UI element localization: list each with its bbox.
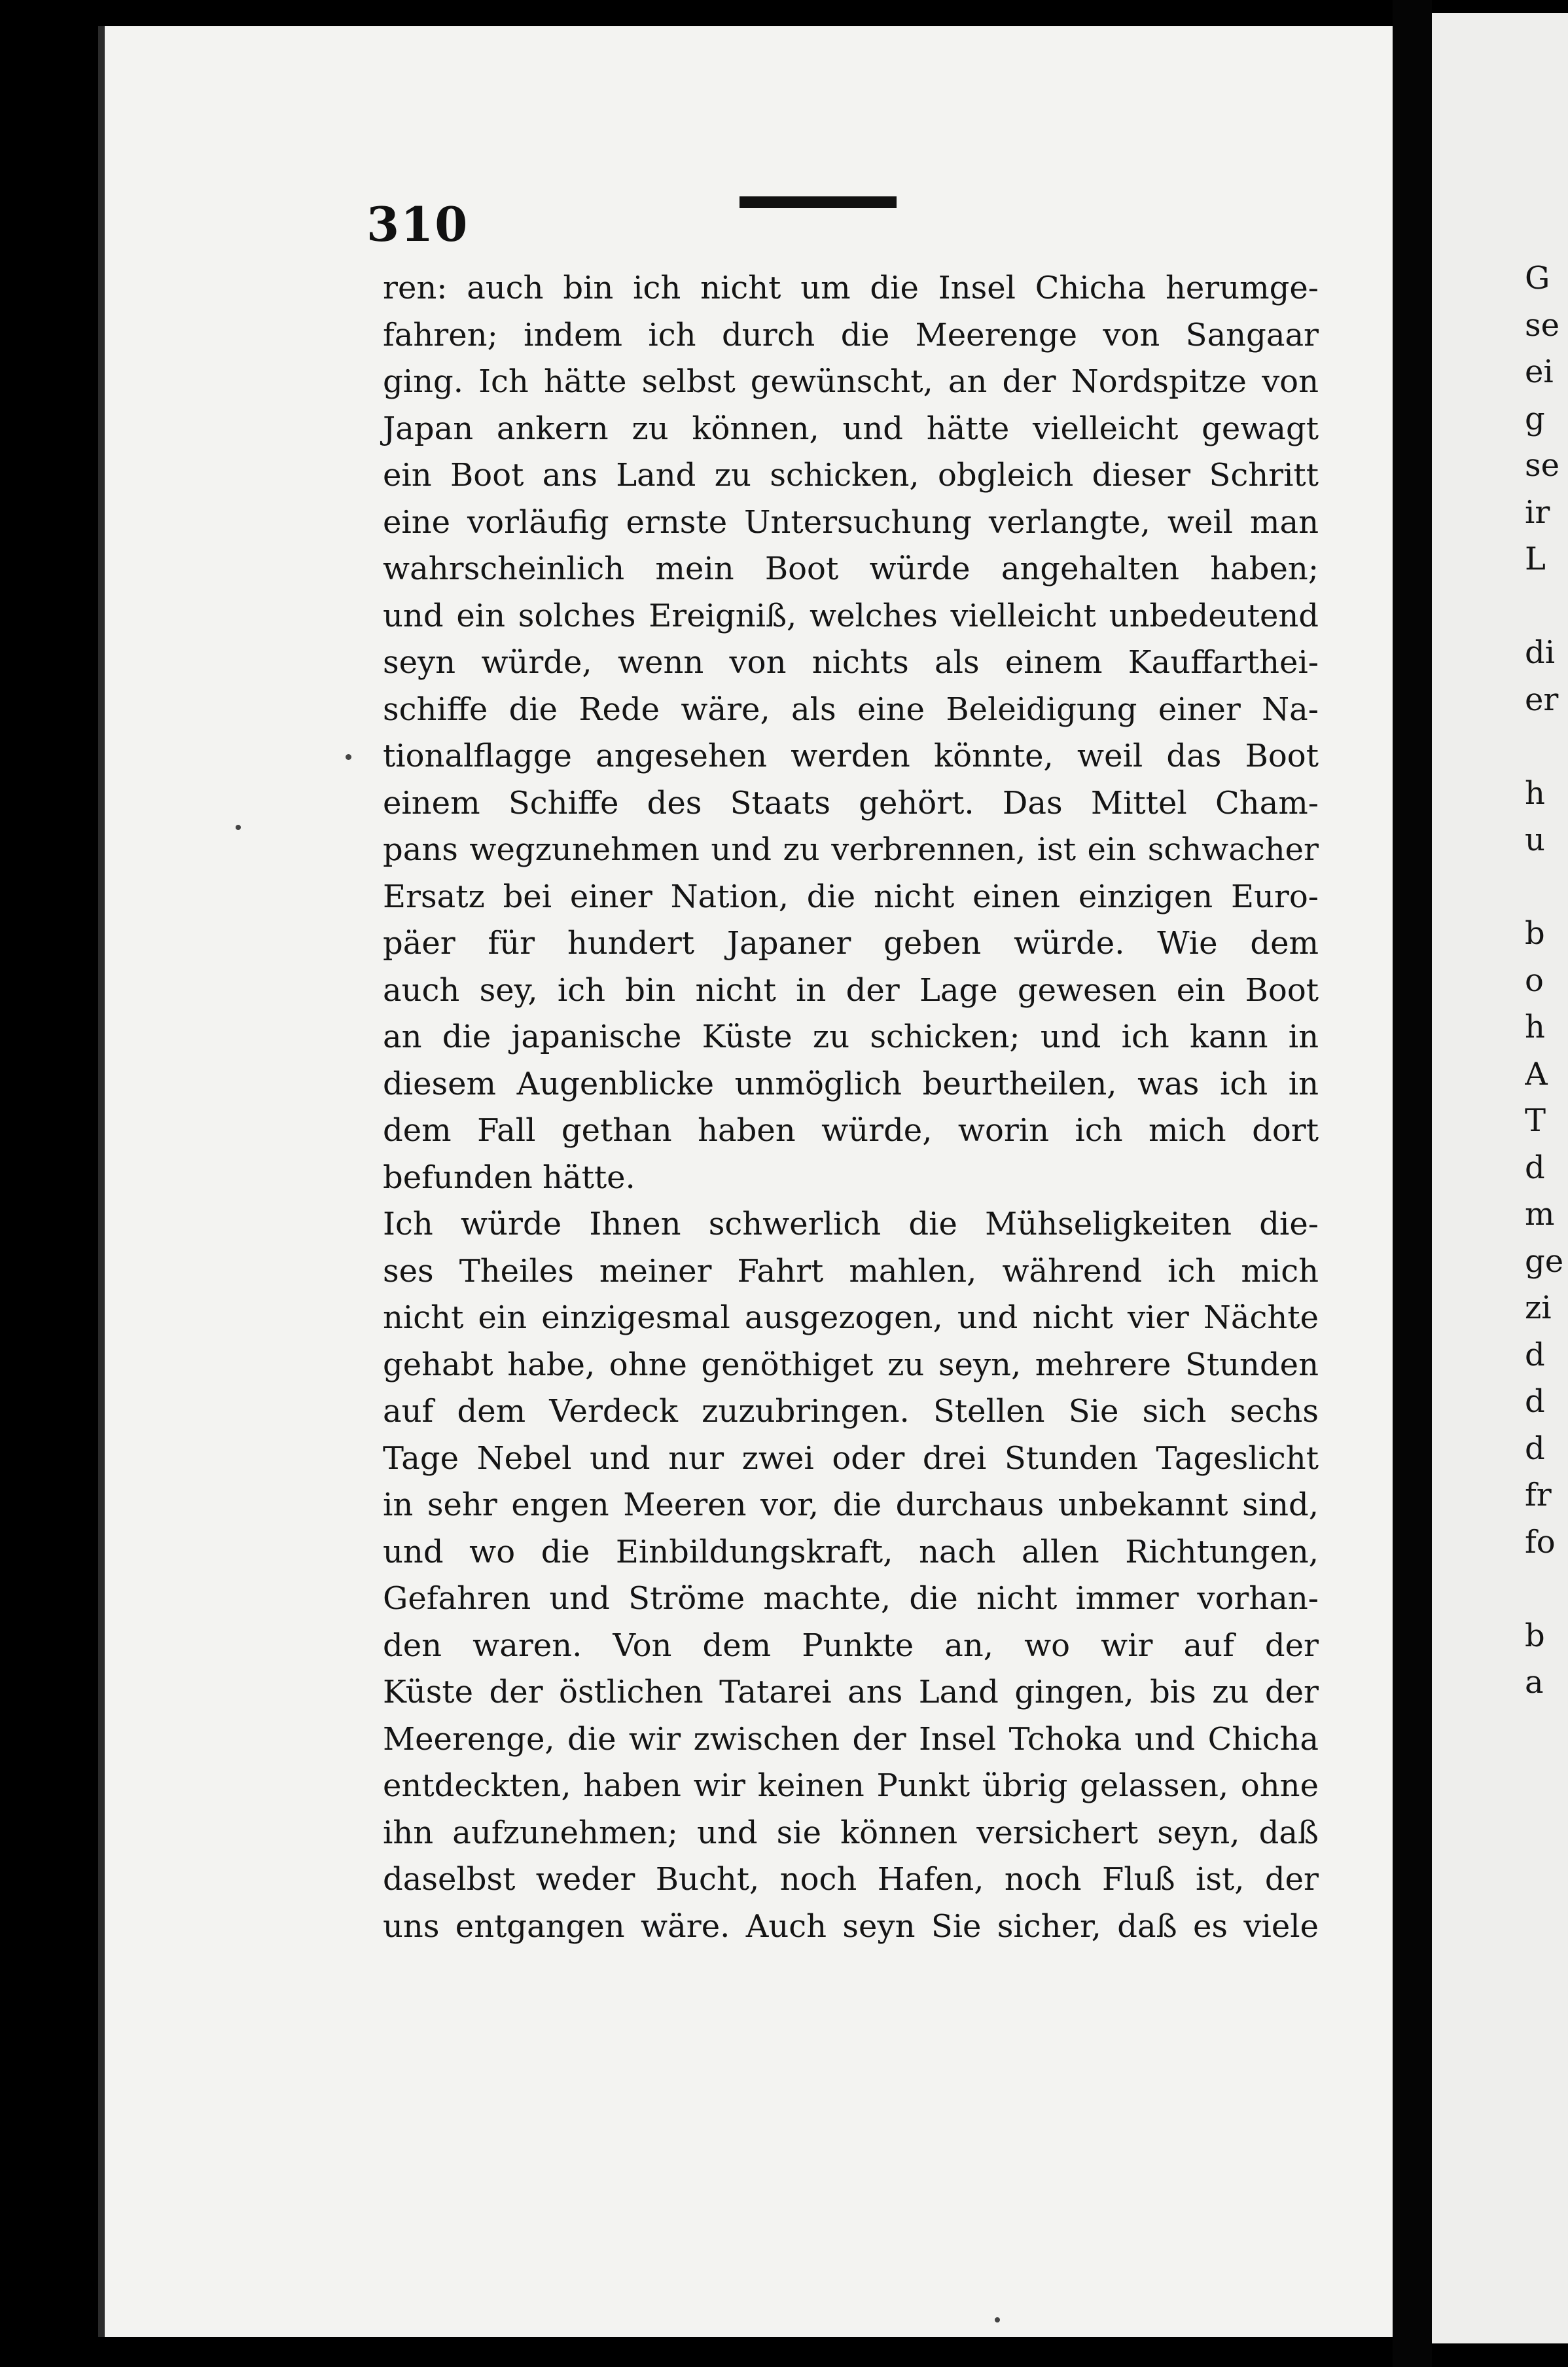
facing-page-fragment: se xyxy=(1525,306,1560,344)
facing-page-fragment: ei xyxy=(1525,353,1554,390)
facing-page-fragment: se xyxy=(1525,447,1560,484)
facing-page-fragment: h xyxy=(1525,774,1545,812)
facing-page-fragment: A xyxy=(1525,1055,1548,1093)
facing-page-fragment: u xyxy=(1525,822,1545,858)
text-line: wahrscheinlich mein Boot würde angehalten haben; xyxy=(383,551,1319,587)
text-line: und ein solches Ereigniß, welches vielleicht unbedeutend xyxy=(383,597,1319,634)
facing-page-fragment: fo xyxy=(1525,1523,1556,1561)
text-line: auf dem Verdeck zuzubringen. Stellen Sie sich sechs xyxy=(383,1393,1319,1430)
text-line: gehabt habe, ohne genöthiget zu seyn, mehrere Stunden xyxy=(383,1346,1319,1383)
facing-page-fragment xyxy=(1525,864,1568,911)
text-line: Gefahren und Ströme machte, die nicht immer vorhan- xyxy=(383,1580,1319,1617)
text-line: uns entgangen wäre. Auch seyn Sie sicher, daß es viele xyxy=(383,1907,1319,1945)
text-line: Küste der östlichen Tatarei ans Land gingen, bis zu der xyxy=(383,1674,1319,1710)
facing-page-fragment: d xyxy=(1525,1383,1545,1420)
facing-page-fragment: a xyxy=(1525,1664,1544,1701)
body-text xyxy=(383,265,1319,1950)
facing-page-fragment: zi xyxy=(1525,1290,1552,1326)
page-number: 310 xyxy=(366,196,469,252)
text-line: Meerenge, die wir zwischen der Insel Tchoka und Chicha xyxy=(383,1720,1319,1758)
facing-page-fragment: b xyxy=(1525,915,1545,952)
text-line: schiffe die Rede wäre, als eine Beleidigung einer Na- xyxy=(383,691,1319,728)
text-line: Ich würde Ihnen schwerlich die Mühseligkeiten die- xyxy=(383,1206,1319,1242)
text-line: ihn aufzunehmen; und sie können versichert seyn, daß xyxy=(383,1814,1319,1851)
text-line: eine vorläufig ernste Untersuchung verlangte, weil man xyxy=(383,503,1319,541)
facing-page-fragment xyxy=(1525,583,1568,630)
text-line: dem Fall gethan haben würde, worin ich mich dort xyxy=(383,1112,1319,1149)
text-line: Tage Nebel und nur zwei oder drei Stunden Tageslicht xyxy=(383,1439,1319,1477)
facing-page-fragment: L xyxy=(1525,541,1546,577)
facing-page-fragment: o xyxy=(1525,962,1544,999)
facing-page-fragment: fr xyxy=(1525,1477,1552,1513)
paper-speck xyxy=(236,825,241,830)
facing-page-fragment: ir xyxy=(1525,494,1550,531)
text-line: ren: auch bin ich nicht um die Insel Chicha herumge- xyxy=(383,270,1319,306)
text-line: befunden hätte. xyxy=(383,1159,635,1196)
text-line: nicht ein einzigesmal ausgezogen, und nicht vier Nächte xyxy=(383,1299,1319,1336)
text-line: pans wegzunehmen und zu verbrennen, ist ein schwacher xyxy=(383,831,1319,868)
facing-page-fragment: b xyxy=(1525,1617,1545,1654)
text-line: den waren. Von dem Punkte an, wo wir auf der xyxy=(383,1627,1319,1664)
text-line: ses Theiles meiner Fahrt mahlen, während ich mich xyxy=(383,1252,1319,1290)
text-line: Ersatz bei einer Nation, die nicht einen einzigen Euro- xyxy=(383,878,1319,915)
text-line: päer für hundert Japaner geben würde. Wie dem xyxy=(383,925,1319,962)
paper-speck xyxy=(346,754,351,760)
text-line: seyn würde, wenn von nichts als einem Kauffarthei- xyxy=(383,644,1319,681)
facing-page-fragment: G xyxy=(1525,260,1550,297)
text-line: ein Boot ans Land zu schicken, obgleich dieser Schritt xyxy=(383,457,1319,494)
facing-page-fragment: h xyxy=(1525,1009,1545,1045)
facing-page-fragment: d xyxy=(1525,1149,1545,1186)
text-line: diesem Augenblicke unmöglich beurtheilen, was ich in xyxy=(383,1065,1319,1102)
text-line: daselbst weder Bucht, noch Hafen, noch Fluß ist, der xyxy=(383,1861,1319,1898)
text-line: Japan ankern zu können, und hätte vielleicht gewagt xyxy=(383,410,1319,447)
header-rule xyxy=(739,196,897,208)
facing-page-fragment: er xyxy=(1525,681,1559,718)
facing-page-fragment: T xyxy=(1525,1102,1546,1139)
page-gutter xyxy=(1393,0,1432,2367)
text-line: einem Schiffe des Staats gehört. Das Mittel Cham- xyxy=(383,784,1319,822)
facing-page-fragment: g xyxy=(1525,400,1545,437)
facing-page-fragment xyxy=(1525,1566,1568,1613)
text-line: in sehr engen Meeren vor, die durchaus unbekannt sind, xyxy=(383,1487,1319,1523)
facing-page-fragment: d xyxy=(1525,1430,1545,1467)
facing-page-fragment: m xyxy=(1525,1196,1555,1233)
facing-page-text xyxy=(1525,255,1568,1707)
text-line: und wo die Einbildungskraft, nach allen Richtungen, xyxy=(383,1533,1319,1570)
facing-page-fragment: ge xyxy=(1525,1242,1564,1280)
facing-page-fragment: d xyxy=(1525,1336,1545,1373)
text-line: auch sey, ich bin nicht in der Lage gewesen ein Boot xyxy=(383,971,1319,1009)
text-line: an die japanische Küste zu schicken; und ich kann in xyxy=(383,1019,1319,1055)
facing-page-fragment: di xyxy=(1525,634,1556,671)
text-line: entdeckten, haben wir keinen Punkt übrig gelassen, ohne xyxy=(383,1767,1319,1804)
facing-page-fragment xyxy=(1525,723,1568,770)
paper-speck xyxy=(995,2317,1000,2322)
text-line: tionalflagge angesehen werden könnte, weil das Boot xyxy=(383,738,1319,774)
text-line: ging. Ich hätte selbst gewünscht, an der Nordspitze von xyxy=(383,363,1319,400)
text-line: fahren; indem ich durch die Meerenge von Sangaar xyxy=(383,316,1319,353)
